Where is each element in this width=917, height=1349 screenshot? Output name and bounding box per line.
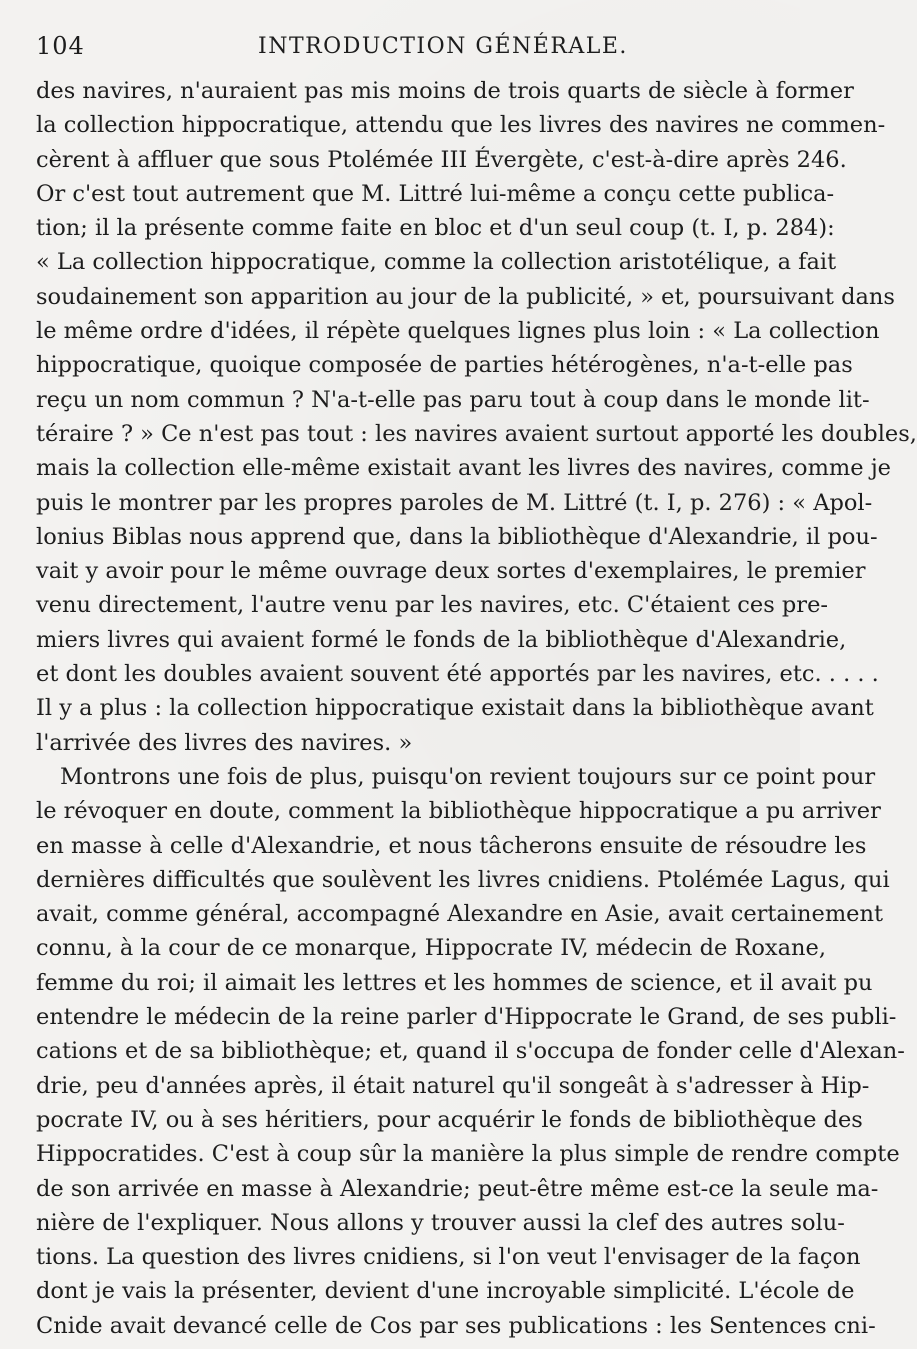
running-head: INTRODUCTION GÉNÉRALE. (258, 34, 628, 59)
text-line: de son arrivée en masse à Alexandrie; peut-être même est-ce la seule ma- (36, 1175, 879, 1202)
text-line: Il y a plus : la collection hippocratique existait dans la bibliothèque avant (36, 695, 874, 722)
text-line: reçu un nom commun ? N'a-t-elle pas paru tout à coup dans le monde lit- (36, 386, 870, 413)
text-line: Cnide avait devancé celle de Cos par ses publications : les Sentences cni- (36, 1312, 876, 1339)
text-line: vait y avoir pour le même ouvrage deux sortes d'exemplaires, le premier (36, 558, 866, 585)
text-line: soudainement son apparition au jour de la publicité, » et, poursuivant dans (36, 283, 895, 310)
text-line: drie, peu d'années après, il était naturel qu'il songeât à s'adresser à Hip- (36, 1072, 870, 1099)
text-line: téraire ? » Ce n'est pas tout : les navires avaient surtout apporté les doubles, (36, 420, 917, 447)
text-line: tion; il la présente comme faite en bloc et d'un seul coup (t. I, p. 284): (36, 215, 835, 242)
text-line: avait, comme général, accompagné Alexandre en Asie, avait certainement (36, 901, 884, 928)
text-line: Or c'est tout autrement que M. Littré lui-même a conçu cette publica- (36, 180, 835, 207)
body-text (36, 74, 917, 1343)
text-line: « La collection hippocratique, comme la collection aristotélique, a fait (36, 249, 837, 276)
text-line: dont je vais la présenter, devient d'une incroyable simplicité. L'école de (36, 1278, 855, 1305)
paragraph-2 (36, 760, 905, 1343)
text-line: Hippocratides. C'est à coup sûr la manière la plus simple de rendre compte (36, 1141, 900, 1168)
text-line: hippocratique, quoique composée de parties hétérogènes, n'a-t-elle pas (36, 352, 853, 379)
text-line: lonius Biblas nous apprend que, dans la bibliothèque d'Alexandrie, il pou- (36, 523, 878, 550)
text-line: et dont les doubles avaient souvent été apportés par les navires, etc. . . . . (36, 661, 879, 688)
text-line: puis le montrer par les propres paroles de M. Littré (t. I, p. 276) : « Apol- (36, 489, 873, 516)
text-line: femme du roi; il aimait les lettres et les hommes de science, et il avait pu (36, 969, 873, 996)
text-line: en masse à celle d'Alexandrie, et nous tâcherons ensuite de résoudre les (36, 832, 867, 859)
text-line: Montrons une fois de plus, puisqu'on revient toujours sur ce point pour (60, 763, 876, 790)
text-line: mais la collection elle-même existait avant les livres des navires, comme je (36, 455, 891, 482)
text-line: miers livres qui avaient formé le fonds de la bibliothèque d'Alexandrie, (36, 626, 847, 653)
text-line: la collection hippocratique, attendu que les livres des navires ne commen- (36, 112, 886, 139)
text-line: le révoquer en doute, comment la bibliothèque hippocratique a pu arriver (36, 798, 881, 825)
text-line: nière de l'expliquer. Nous allons y trouver aussi la clef des autres solu- (36, 1209, 845, 1236)
text-line: cations et de sa bibliothèque; et, quand il s'occupa de fonder celle d'Alexan- (36, 1038, 905, 1065)
page-header (36, 32, 776, 66)
text-line: connu, à la cour de ce monarque, Hippocrate IV, médecin de Roxane, (36, 935, 826, 962)
text-line: tions. La question des livres cnidiens, si l'on veut l'envisager de la façon (36, 1244, 861, 1271)
text-line: entendre le médecin de la reine parler d'Hippocrate le Grand, de ses publi- (36, 1004, 897, 1031)
text-line: venu directement, l'autre venu par les navires, etc. C'étaient ces pre- (36, 592, 828, 619)
text-line: pocrate IV, ou à ses héritiers, pour acquérir le fonds de bibliothèque des (36, 1106, 863, 1133)
text-line: dernières difficultés que soulèvent les livres cnidiens. Ptolémée Lagus, qui (36, 866, 890, 893)
paragraph-1 (36, 74, 917, 760)
text-line: le même ordre d'idées, il répète quelques lignes plus loin : « La collection (36, 318, 880, 345)
text-line: cèrent à affluer que sous Ptolémée III Évergète, c'est-à-dire après 246. (36, 146, 847, 173)
page-number: 104 (36, 32, 85, 60)
text-line: des navires, n'auraient pas mis moins de trois quarts de siècle à former (36, 78, 854, 104)
text-line: l'arrivée des livres des navires. » (36, 729, 413, 756)
